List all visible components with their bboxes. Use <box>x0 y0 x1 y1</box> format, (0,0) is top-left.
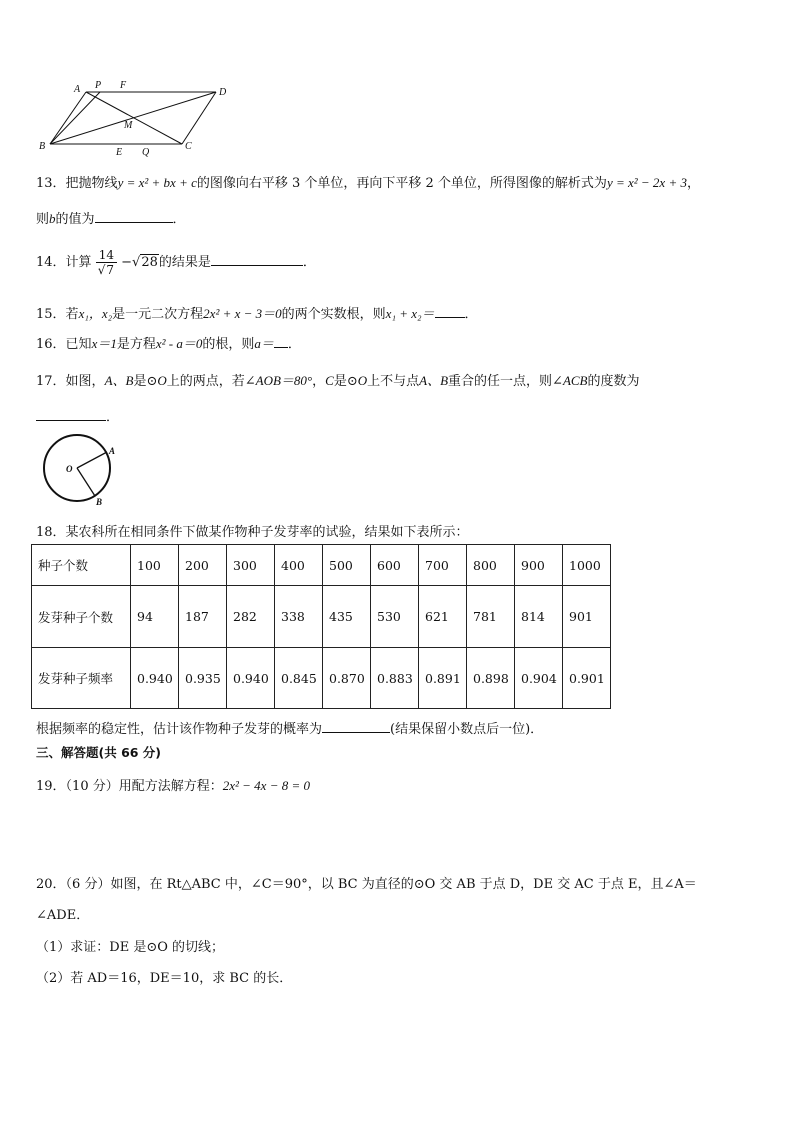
edge-dc <box>182 92 216 144</box>
radius-ob <box>77 468 95 496</box>
table-row: 发芽种子频率 0.940 0.935 0.940 0.845 0.870 0.883 0.891 0.898 0.904 0.901 <box>32 648 611 709</box>
question-20-line2: ∠ADE． <box>36 908 90 923</box>
question-17-line2: ． <box>36 406 119 425</box>
question-20: 20．（6 分）如图，在 Rt△ABC 中，∠C＝90°，以 BC 为直径的⊙O 交 AB 于点 D，DE 交 AC 于点 E，且∠A＝ <box>36 877 697 892</box>
question-18-after: 根据频率的稳定性，估计该作物种子发芽的概率为 (结果保留小数点后一位)． <box>36 722 544 737</box>
label-q: Q <box>142 147 150 158</box>
parallelogram-figure <box>36 76 236 158</box>
label-a: A <box>109 446 116 456</box>
question-20-part2: （2）若 AD＝16，DE＝10，求 BC 的长． <box>36 971 293 986</box>
fraction: $\frac{14}{√7}$ <box>96 248 117 277</box>
question-19: 19．（10 分）用配方法解方程：2x² − 4x − 8 = 0 <box>36 778 310 794</box>
answer-blank[interactable] <box>36 408 106 421</box>
question-20-part1: （1）求证：DE 是⊙O 的切线； <box>36 940 224 955</box>
label-a: A <box>74 84 81 95</box>
answer-blank[interactable] <box>274 335 288 348</box>
circle-figure <box>40 432 120 508</box>
label-m: M <box>124 120 133 131</box>
question-18-intro: 18．某农科所在相同条件下做某作物种子发芽率的试验，结果如下表所示： <box>36 525 469 540</box>
table-row: 种子个数 100 200 300 400 500 600 700 800 900 1000 <box>32 545 611 586</box>
answer-blank[interactable] <box>95 210 173 223</box>
germination-table <box>31 544 611 709</box>
question-16: 16．已知x＝1是方程x² - a＝0的根，则a＝ ． <box>36 336 301 352</box>
label-f: F <box>120 80 127 91</box>
label-o: O <box>66 464 73 474</box>
label-c: C <box>185 141 192 152</box>
answer-blank[interactable] <box>211 253 303 266</box>
label-d: D <box>219 87 227 98</box>
question-14: 14．计算 $\frac{14}{√7}$ −√28的结果是 ． <box>36 248 316 277</box>
table-row: 发芽种子个数 94 187 282 338 435 530 621 781 814 901 <box>32 586 611 648</box>
label-b: B <box>96 497 103 507</box>
question-13: 13．把抛物线y = x² + bx + c的图像向右平移 3 个单位，再向下平移 2 个单位，所得图像的解析式为y = x² − 2x + 3， <box>36 175 700 191</box>
question-17: 17．如图，A、B是⊙O上的两点，若∠AOB＝80°，C是⊙O上不与点A、B重合的任一点，则∠ACB的度数为 <box>36 373 640 389</box>
radius-oa <box>77 452 107 468</box>
answer-blank[interactable] <box>322 720 390 733</box>
label-b: B <box>39 141 46 152</box>
question-13-line2: 则b的值为 ． <box>36 211 186 227</box>
edge-ab <box>50 92 86 144</box>
label-e: E <box>116 147 123 158</box>
section-heading: 三、解答题(共 66 分) <box>36 745 162 760</box>
question-15: 15．若x₁，x₂是一元二次方程2x² + x − 3＝0的两个实数根，则x₁ + x₂＝ ． <box>36 306 478 322</box>
line-ac <box>86 92 182 144</box>
label-p: P <box>95 80 102 91</box>
answer-blank[interactable] <box>435 305 465 318</box>
